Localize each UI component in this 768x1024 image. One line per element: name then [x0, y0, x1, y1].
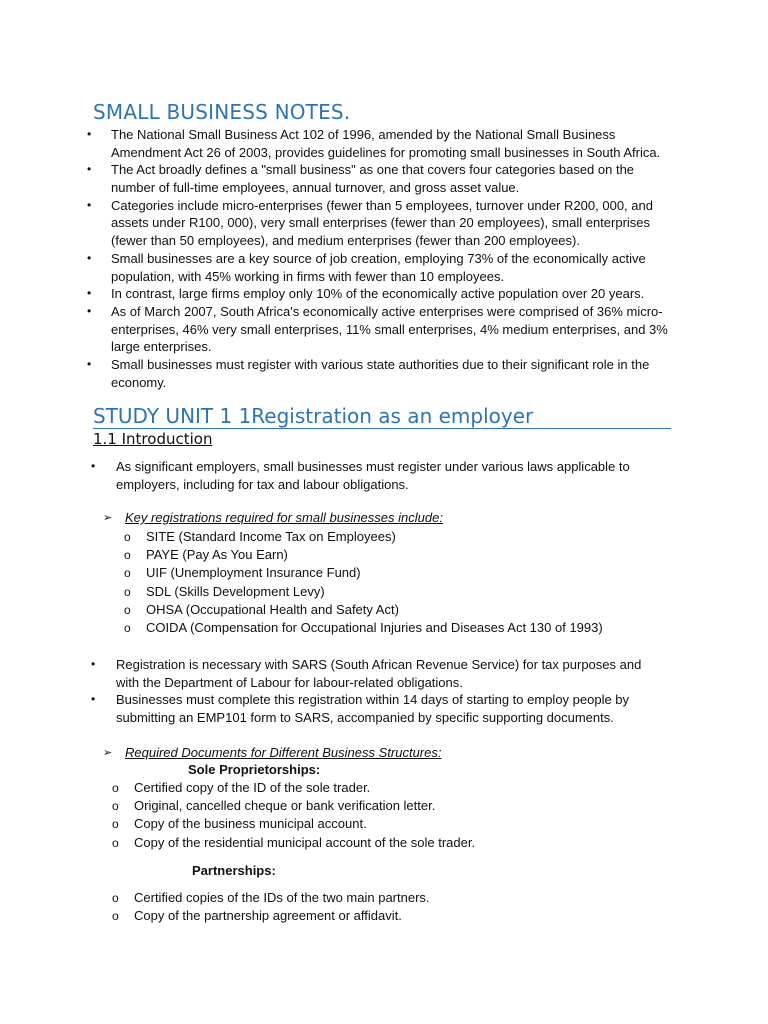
bullet-icon: •: [87, 127, 92, 141]
partnerships-label: Partnerships:: [192, 863, 276, 878]
list-item: o Copy of the business municipal account.: [134, 815, 674, 833]
list-item: • The National Small Business Act 102 of 1996, amended by the National Small Business Amendment Act 26 of 2003, provides guidelines for promoting small businesses in South Africa.: [87, 127, 661, 160]
bullet-icon: •: [87, 250, 92, 265]
list-item: • Registration is necessary with SARS (South African Revenue Service) for tax purposes and with the Department of Labour for labour-related obligations.: [91, 657, 642, 690]
required-documents-heading: ➢ Required Documents for Different Business Structures:: [103, 745, 442, 760]
registration-bullet-list: [91, 656, 666, 727]
circle-bullet-icon: o: [112, 909, 119, 924]
list-item: o SITE (Standard Income Tax on Employees): [146, 528, 666, 546]
bullet-icon: •: [87, 286, 92, 301]
list-item: o Copy of the partnership agreement or affidavit.: [134, 907, 674, 925]
bullet-icon: •: [87, 357, 92, 372]
circle-bullet-icon: o: [124, 602, 131, 617]
page-title: SMALL BUSINESS NOTES.: [93, 100, 351, 124]
key-registrations-list: [124, 528, 666, 637]
arrow-bullet-icon: ➢: [103, 747, 113, 759]
bullet-icon: •: [91, 459, 96, 473]
circle-bullet-icon: o: [124, 584, 131, 599]
bullet-icon: •: [91, 657, 96, 671]
list-item: o SDL (Skills Development Levy): [146, 583, 666, 601]
list-item: • Businesses must complete this registration within 14 days of starting to employ people by submitting an EMP101 form to SARS, accompanied by specific supporting documents.: [91, 692, 630, 726]
bullet-icon: •: [87, 197, 92, 212]
bullet-icon: •: [91, 692, 96, 707]
bullet-icon: •: [87, 303, 92, 318]
circle-bullet-icon: o: [112, 799, 119, 814]
circle-bullet-icon: o: [124, 530, 131, 544]
list-item: • As significant employers, small businesses must register under various laws applicable to employers, including for tax and labour obligations.: [91, 459, 630, 492]
bullet-icon: •: [87, 162, 92, 177]
list-item: o UIF (Unemployment Insurance Fund): [146, 564, 666, 582]
key-registrations-heading: ➢ Key registrations required for small businesses include:: [103, 510, 443, 525]
list-item: • As of March 2007, South Africa's economically active enterprises were comprised of 36% micro-enterprises, 46% very small enterprises, 11% small enterprises, 4% medium enterprises, and 3% large enterprises.: [87, 303, 668, 355]
list-item: • In contrast, large firms employ only 10% of the economically active population over 20 years.: [87, 286, 645, 302]
list-item: • Categories include micro-enterprises (fewer than 5 employees, turnover under R200, 000, and assets under R100, 000), very small enterprises (fewer than 20 employees), small enterprises (fewer than 50 employees), and medium enterprises (fewer than 200 employees).: [87, 197, 653, 249]
sole-proprietorships-label: Sole Proprietorships:: [188, 762, 321, 777]
arrow-bullet-icon: ➢: [103, 512, 113, 524]
list-item: o PAYE (Pay As You Earn): [146, 546, 666, 564]
partnership-documents-list: [112, 889, 674, 925]
circle-bullet-icon: o: [124, 548, 131, 563]
list-item: • Small businesses must register with various state authorities due to their significant role in the economy.: [87, 357, 650, 390]
list-item: o Certified copy of the ID of the sole trader.: [134, 779, 674, 797]
list-item: o OHSA (Occupational Health and Safety Act): [146, 601, 666, 619]
list-item: o Original, cancelled cheque or bank verification letter.: [134, 797, 674, 815]
study-unit-heading: STUDY UNIT 1 1Registration as an employer: [93, 404, 671, 429]
section-heading: 1.1 Introduction: [93, 430, 213, 448]
circle-bullet-icon: o: [112, 835, 119, 850]
circle-bullet-icon: o: [112, 817, 119, 832]
circle-bullet-icon: o: [124, 621, 131, 636]
intro-section-list: [91, 458, 666, 493]
circle-bullet-icon: o: [112, 891, 119, 905]
circle-bullet-icon: o: [112, 781, 119, 795]
list-item: o COIDA (Compensation for Occupational Injuries and Diseases Act 130 of 1993): [146, 619, 666, 637]
list-item: • The Act broadly defines a "small business" as one that covers four categories based on the number of full-time employees, annual turnover, and gross asset value.: [87, 162, 635, 196]
intro-bullet-list: [87, 126, 671, 391]
sole-proprietorship-documents-list: [112, 779, 674, 852]
list-item: • Small businesses are a key source of job creation, employing 73% of the economically active population, with 45% working in firms with fewer than 10 employees.: [87, 250, 646, 284]
list-item: o Copy of the residential municipal account of the sole trader.: [134, 834, 674, 852]
list-item: o Certified copies of the IDs of the two main partners.: [134, 889, 674, 907]
circle-bullet-icon: o: [124, 566, 131, 581]
